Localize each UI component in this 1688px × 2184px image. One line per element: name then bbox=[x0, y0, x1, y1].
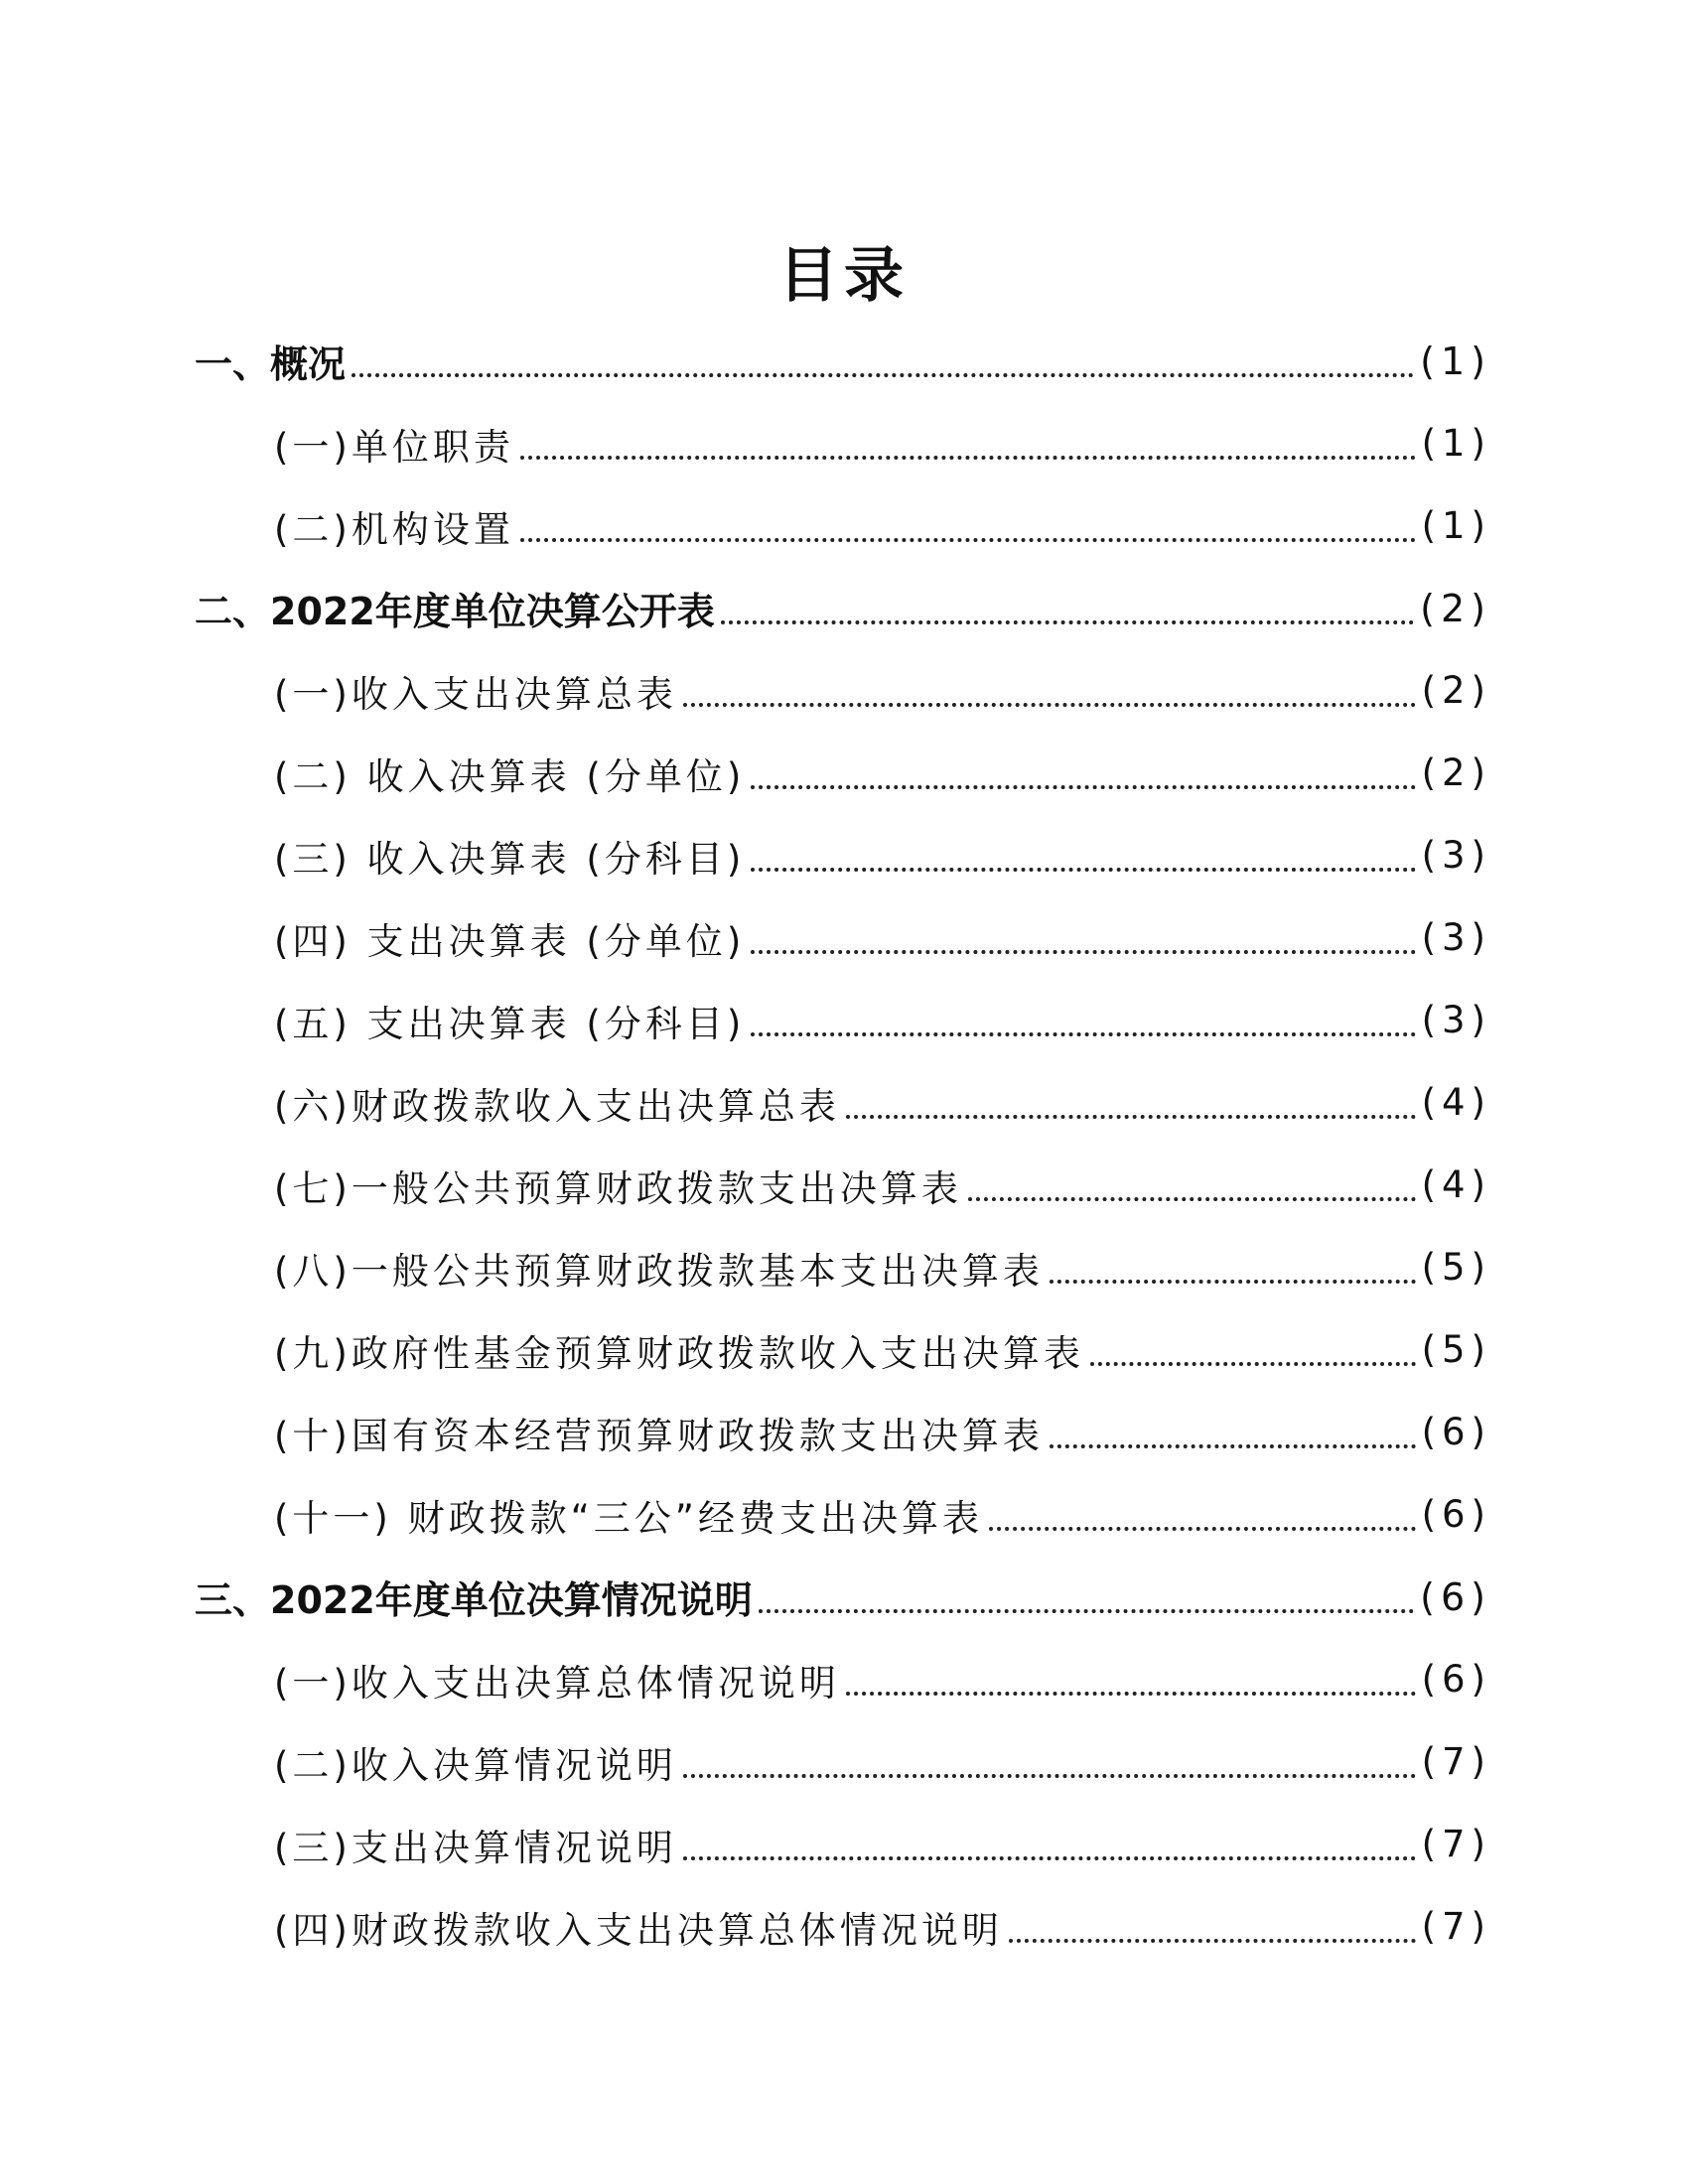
toc-entry[interactable] bbox=[0, 1720, 1688, 1803]
toc-leader-dots bbox=[751, 868, 1415, 872]
toc-entry[interactable] bbox=[0, 814, 1688, 896]
toc-leader-dots bbox=[989, 1527, 1416, 1531]
toc-entry[interactable] bbox=[0, 1391, 1688, 1473]
toc-leader-dots bbox=[751, 950, 1415, 954]
toc-entry[interactable] bbox=[0, 1144, 1688, 1226]
toc-entry-page: (6) bbox=[1421, 1411, 1491, 1453]
toc-entry-page: (3) bbox=[1421, 916, 1491, 959]
toc-entry[interactable] bbox=[0, 567, 1688, 649]
toc-leader-dots bbox=[683, 1856, 1416, 1860]
toc-entry-label: (四)财政拨款收入支出决算总体情况说明 bbox=[274, 1908, 1003, 1952]
toc-entry-page: (7) bbox=[1421, 1905, 1491, 1948]
toc-leader-dots bbox=[846, 1692, 1416, 1696]
toc-entry-page: (2) bbox=[1421, 751, 1491, 794]
toc-entry-label: (五) 支出决算表 (分科目) bbox=[274, 1002, 746, 1045]
toc-entry[interactable] bbox=[0, 979, 1688, 1061]
toc-entry-label: (九)政府性基金预算财政拨款收入支出决算表 bbox=[274, 1331, 1084, 1375]
toc-entry-page: (6) bbox=[1420, 1574, 1491, 1619]
toc-entry-label: (一)单位职责 bbox=[274, 425, 514, 469]
toc-entry-label: (十一) 财政拨款“三公”经费支出决算表 bbox=[274, 1496, 983, 1540]
toc-leader-dots bbox=[759, 1609, 1414, 1613]
toc-entry[interactable] bbox=[0, 402, 1688, 484]
toc-entry-page: (6) bbox=[1421, 1493, 1491, 1536]
table-of-contents bbox=[0, 320, 1688, 1968]
toc-leader-dots bbox=[352, 373, 1414, 377]
toc-entry-label: (十)国有资本经营预算财政拨款支出决算表 bbox=[274, 1414, 1044, 1457]
toc-leader-dots bbox=[683, 703, 1416, 707]
toc-entry[interactable] bbox=[0, 1061, 1688, 1144]
toc-entry[interactable] bbox=[0, 1885, 1688, 1968]
toc-leader-dots bbox=[1050, 1280, 1416, 1284]
toc-entry-page: (2) bbox=[1420, 586, 1491, 630]
toc-entry[interactable] bbox=[0, 1638, 1688, 1720]
toc-entry-label: 一、概况 bbox=[195, 342, 347, 386]
toc-entry-label: 二、2022年度单位决算公开表 bbox=[195, 590, 715, 633]
toc-leader-dots bbox=[520, 456, 1416, 460]
toc-entry-label: (二) 收入决算表 (分单位) bbox=[274, 754, 746, 798]
toc-leader-dots bbox=[968, 1197, 1416, 1201]
toc-entry[interactable] bbox=[0, 484, 1688, 567]
toc-entry-label: (六)财政拨款收入支出决算总表 bbox=[274, 1084, 840, 1128]
toc-leader-dots bbox=[721, 620, 1414, 624]
toc-entry-page: (1) bbox=[1421, 504, 1491, 547]
toc-entry[interactable] bbox=[0, 1308, 1688, 1391]
toc-entry-label: (二)机构设置 bbox=[274, 507, 514, 551]
toc-leader-dots bbox=[1050, 1444, 1416, 1448]
toc-entry[interactable] bbox=[0, 1556, 1688, 1638]
toc-entry[interactable] bbox=[0, 896, 1688, 979]
toc-entry-label: (七)一般公共预算财政拨款支出决算表 bbox=[274, 1166, 962, 1210]
toc-entry-page: (3) bbox=[1421, 834, 1491, 877]
toc-entry-page: (3) bbox=[1421, 999, 1491, 1041]
toc-entry-page: (4) bbox=[1421, 1081, 1491, 1124]
toc-entry-label: (四) 支出决算表 (分单位) bbox=[274, 919, 746, 963]
toc-entry[interactable] bbox=[0, 1803, 1688, 1885]
toc-entry-page: (1) bbox=[1421, 422, 1491, 465]
toc-leader-dots bbox=[751, 785, 1415, 789]
toc-entry-label: (一)收入支出决算总表 bbox=[274, 672, 677, 716]
toc-entry-label: (八)一般公共预算财政拨款基本支出决算表 bbox=[274, 1249, 1044, 1293]
toc-entry-page: (4) bbox=[1421, 1163, 1491, 1206]
toc-entry-label: (二)收入决算情况说明 bbox=[274, 1743, 677, 1787]
toc-entry[interactable] bbox=[0, 1226, 1688, 1308]
toc-leader-dots bbox=[520, 538, 1416, 542]
page-title: 目录 bbox=[778, 241, 910, 312]
toc-leader-dots bbox=[1009, 1939, 1416, 1943]
toc-entry-page: (7) bbox=[1421, 1740, 1491, 1783]
toc-entry-page: (1) bbox=[1420, 339, 1491, 383]
toc-entry-page: (5) bbox=[1421, 1328, 1491, 1371]
toc-entry[interactable] bbox=[0, 1473, 1688, 1556]
toc-entry-page: (7) bbox=[1421, 1823, 1491, 1865]
toc-entry[interactable] bbox=[0, 732, 1688, 814]
toc-entry-page: (5) bbox=[1421, 1246, 1491, 1289]
toc-leader-dots bbox=[683, 1774, 1416, 1778]
toc-leader-dots bbox=[846, 1115, 1416, 1119]
toc-entry-label: 三、2022年度单位决算情况说明 bbox=[195, 1578, 753, 1622]
toc-entry-label: (一)收入支出决算总体情况说明 bbox=[274, 1661, 840, 1705]
toc-entry[interactable] bbox=[0, 320, 1688, 402]
toc-entry[interactable] bbox=[0, 649, 1688, 732]
toc-entry-page: (6) bbox=[1421, 1658, 1491, 1701]
toc-entry-label: (三) 收入决算表 (分科目) bbox=[274, 837, 746, 881]
toc-leader-dots bbox=[751, 1032, 1415, 1036]
toc-leader-dots bbox=[1090, 1362, 1416, 1366]
toc-entry-page: (2) bbox=[1421, 669, 1491, 712]
toc-entry-label: (三)支出决算情况说明 bbox=[274, 1826, 677, 1869]
